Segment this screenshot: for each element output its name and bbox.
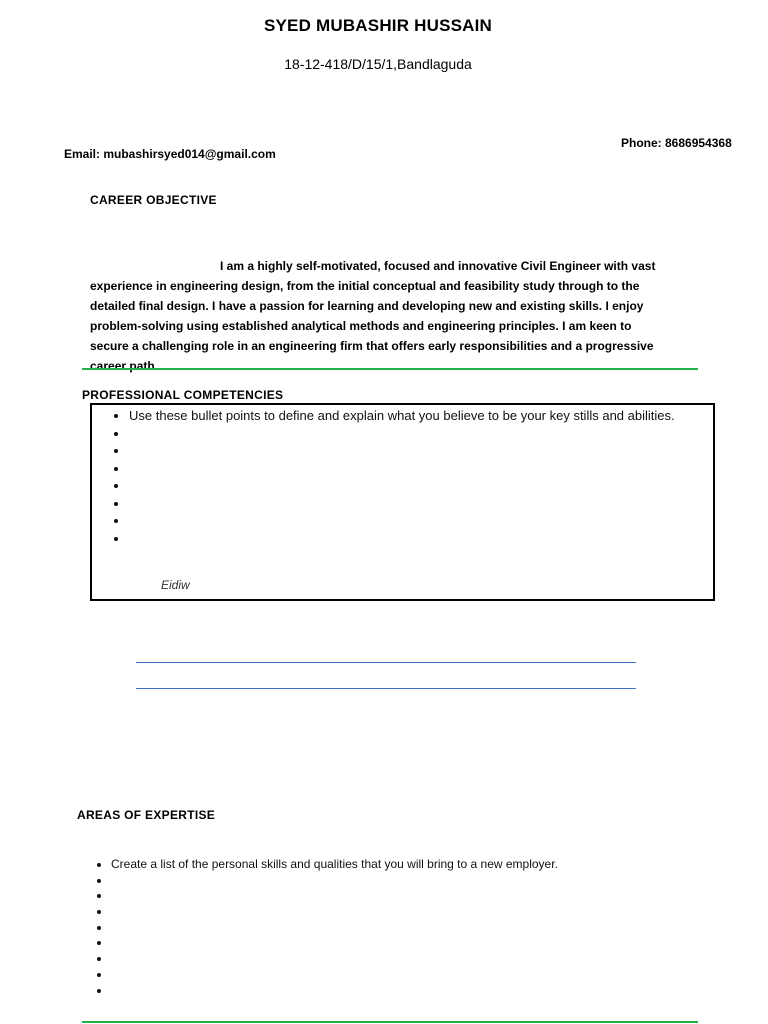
candidate-address: 18-12-418/D/15/1,Bandlaguda <box>284 56 472 72</box>
competencies-list <box>92 407 699 547</box>
email-address: Email: mubashirsyed014@gmail.com <box>64 147 276 161</box>
blue-divider-top <box>136 662 636 663</box>
expertise-list <box>64 857 751 998</box>
blue-divider-bottom <box>136 688 636 689</box>
competencies-box <box>90 403 715 601</box>
expertise-item-empty <box>111 920 751 936</box>
competency-item: • Use these bullet points to define and explain what you believe to be your key stills and abilities. <box>129 407 699 425</box>
career-objective-text <box>90 256 670 376</box>
competency-item-empty <box>129 425 699 443</box>
expertise-item-empty <box>111 951 751 967</box>
expertise-item-empty <box>111 888 751 904</box>
competency-item-empty <box>129 477 699 495</box>
competency-item-empty <box>129 512 699 530</box>
section-divider-bottom <box>82 1021 698 1023</box>
expertise-item-empty <box>111 967 751 983</box>
candidate-name: SYED MUBASHIR HUSSAIN <box>263 16 493 35</box>
competency-item-empty <box>129 460 699 478</box>
competency-item-empty <box>129 495 699 513</box>
expertise-item: • Create a list of the personal skills and qualities that you will bring to a new employer. <box>111 857 751 873</box>
areas-of-expertise-heading: AREAS OF EXPERTISE <box>77 808 216 822</box>
expertise-item-empty <box>111 904 751 920</box>
competency-item-empty <box>129 530 699 548</box>
expertise-item-empty <box>111 873 751 889</box>
career-objective-body: I am a highly self-motivated, focused and innovative Civil Engineer with vast experience in engineering design, from the initial conceptual and feasibility study through to the detailed final design. I have a passion for learning and developing new and existing skills. I enjoy problem-solving using established analytical methods and engineering principles. I am keen to secure a challenging role in an engineering firm that offers early responsibilities and a progressive career path. <box>90 259 656 373</box>
professional-competencies-heading: PROFESSIONAL COMPETENCIES <box>82 388 284 402</box>
competency-item-empty <box>129 442 699 460</box>
signature-text: Eidiw <box>161 578 190 592</box>
expertise-item-empty <box>111 983 751 999</box>
phone-number: Phone: 8686954368 <box>621 136 732 150</box>
expertise-item-empty <box>111 935 751 951</box>
career-objective-heading: CAREER OBJECTIVE <box>90 193 217 207</box>
section-divider <box>82 368 698 370</box>
